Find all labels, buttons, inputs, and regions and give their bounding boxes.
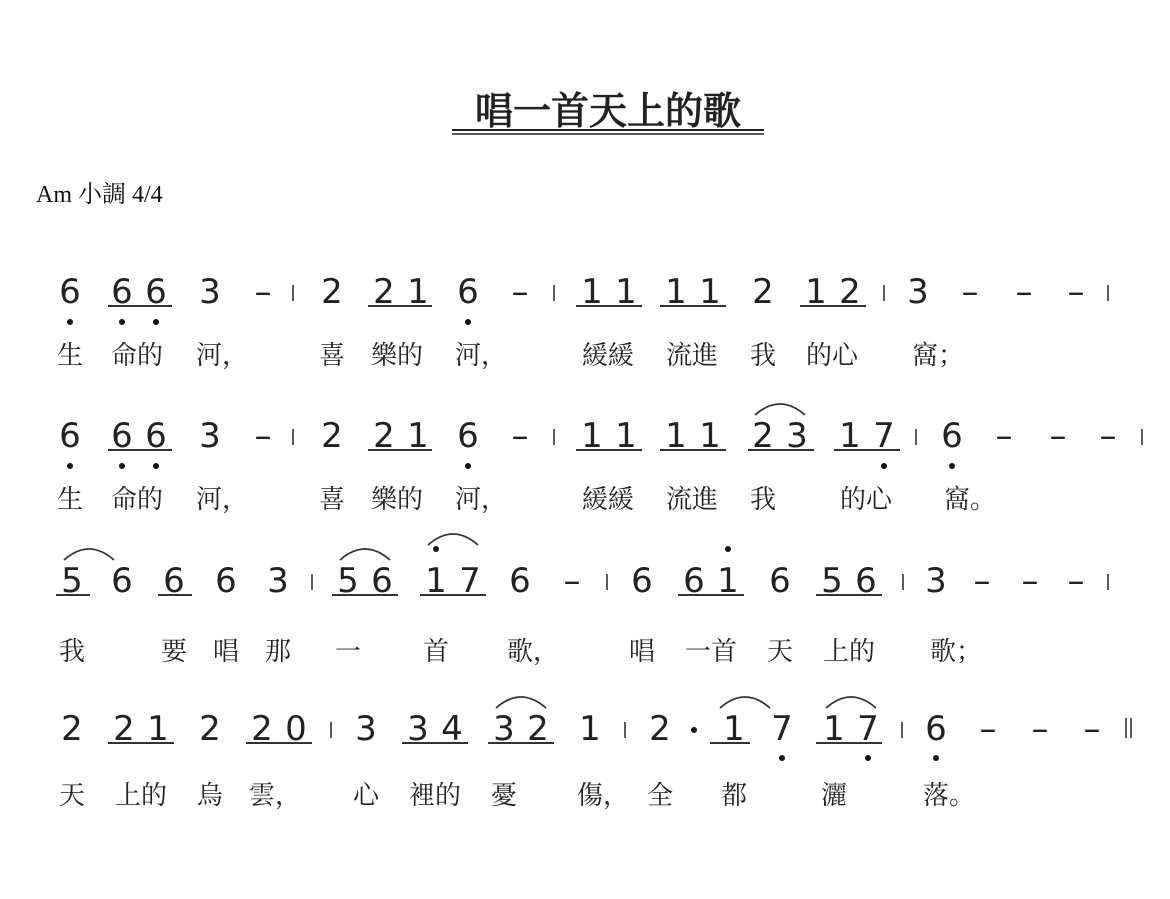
note-digit: 7 [857, 709, 879, 749]
tie-slur [755, 404, 805, 415]
low-octave-dot [779, 755, 785, 761]
note-digit: 1 [823, 709, 845, 749]
lyric-syllable: 裡的 [408, 781, 462, 811]
note-digit: 7 [873, 416, 895, 456]
sustain-dash: – [254, 272, 272, 312]
lyric-syllable: 要 [160, 637, 188, 667]
note-digit: 1 [407, 272, 429, 312]
lyric-syllable: 的心 [805, 341, 859, 371]
note-digit: 6 [111, 272, 133, 312]
note-digit: 3 [199, 272, 221, 312]
lyric-syllable: 雲， [248, 781, 302, 811]
note-digit: 3 [355, 709, 377, 749]
sustain-dash: – [1083, 709, 1101, 749]
low-octave-dot [67, 463, 73, 469]
note-digit: 6 [59, 272, 81, 312]
low-octave-dot [465, 463, 471, 469]
lyric-syllable: 命的 [110, 485, 164, 515]
note-digit: 6 [371, 561, 393, 601]
lyric-syllable: 我 [749, 341, 777, 371]
note-digit: 3 [907, 272, 929, 312]
low-octave-dot [153, 463, 159, 469]
lyric-syllable: 樂的 [370, 341, 424, 371]
note-digit: 6 [111, 561, 133, 601]
note-digit: 3 [925, 561, 947, 601]
lyric-syllable: 首 [422, 637, 450, 667]
note-digit: 2 [649, 709, 671, 749]
sustain-dash: – [254, 416, 272, 456]
lyric-syllable: 傷， [576, 781, 630, 811]
key-signature: Am 小調 4/4 [36, 182, 163, 208]
note-digit: 1 [581, 416, 603, 456]
tie-slur [64, 549, 114, 560]
note-digit: 6 [457, 416, 479, 456]
lyric-syllable: 命的 [110, 341, 164, 371]
note-digit: 2 [373, 416, 395, 456]
note-digit: 6 [145, 416, 167, 456]
note-digit: 6 [509, 561, 531, 601]
note-digit: 2 [839, 272, 861, 312]
sustain-dash: – [1015, 272, 1033, 312]
note-digit: 1 [839, 416, 861, 456]
lyric-syllable: 緩緩 [581, 485, 635, 515]
lyric-syllable: 烏 [196, 781, 224, 811]
tie-slur [428, 534, 478, 545]
lyric-syllable: 一首 [684, 637, 738, 667]
low-octave-dot [465, 319, 471, 325]
note-digit: 6 [215, 561, 237, 601]
lyric-syllable: 樂的 [370, 485, 424, 515]
note-digit: 1 [579, 709, 601, 749]
note-digit: 0 [285, 709, 307, 749]
note-digit: 7 [459, 561, 481, 601]
lyric-syllable: 窩； [911, 341, 965, 371]
lyric-syllable: 唱 [212, 637, 240, 667]
sustain-dash: – [1021, 561, 1039, 601]
sustain-dash: – [973, 561, 991, 601]
lyric-syllable: 上的 [114, 781, 168, 811]
lyric-syllable: 歌； [929, 637, 983, 667]
sustain-dash: – [995, 416, 1013, 456]
note-digit: 3 [493, 709, 515, 749]
sustain-dash: – [511, 416, 529, 456]
note-digit: 2 [373, 272, 395, 312]
note-digit: 1 [581, 272, 603, 312]
lyric-syllable: 我 [58, 637, 86, 667]
note-digit: 1 [805, 272, 827, 312]
note-digit: 2 [527, 709, 549, 749]
sustain-dash: – [511, 272, 529, 312]
sustain-dash: – [563, 561, 581, 601]
note-digit: 1 [147, 709, 169, 749]
lyric-syllable: 緩緩 [581, 341, 635, 371]
note-digit: 6 [683, 561, 705, 601]
note-digit: 1 [615, 416, 637, 456]
note-digit: 6 [631, 561, 653, 601]
note-digit: 6 [769, 561, 791, 601]
sustain-dash: – [1099, 416, 1117, 456]
note-digit: 2 [199, 709, 221, 749]
note-digit: 1 [717, 561, 739, 601]
note-digit: 2 [61, 709, 83, 749]
note-digit: 6 [941, 416, 963, 456]
note-digit: 2 [321, 416, 343, 456]
lyric-syllable: 歌， [506, 637, 560, 667]
lyric-syllable: 天 [58, 781, 86, 811]
note-digit: 1 [699, 272, 721, 312]
note-digit: 5 [61, 561, 83, 601]
tie-slur [496, 697, 546, 708]
note-digit: 2 [321, 272, 343, 312]
score-row [57, 272, 1108, 371]
lyric-syllable: 上的 [822, 637, 876, 667]
lyric-syllable: 我 [749, 485, 777, 515]
lyric-syllable: 天 [766, 637, 794, 667]
lyric-syllable: 都 [720, 781, 748, 811]
note-digit: 1 [425, 561, 447, 601]
score-row [59, 697, 1131, 811]
note-digit: 1 [407, 416, 429, 456]
lyric-syllable: 灑 [820, 781, 848, 811]
low-octave-dot [119, 463, 125, 469]
score-row [56, 534, 1108, 667]
note-digit: 6 [457, 272, 479, 312]
lyric-syllable: 憂 [490, 781, 518, 811]
note-digit: 6 [111, 416, 133, 456]
low-octave-dot [153, 319, 159, 325]
note-digit: 6 [59, 416, 81, 456]
lyric-syllable: 流進 [665, 485, 719, 515]
sustain-dash: – [1031, 709, 1049, 749]
sustain-dash: – [1067, 272, 1085, 312]
lyric-syllable: 河， [454, 341, 508, 371]
lyric-syllable: 河， [195, 485, 249, 515]
tie-slur [720, 697, 770, 708]
tie-slur [826, 697, 876, 708]
lyric-syllable: 全 [646, 781, 674, 811]
lyric-syllable: 生 [56, 485, 84, 515]
lyric-syllable: 窩。 [943, 485, 997, 515]
note-digit: 3 [267, 561, 289, 601]
lyric-syllable: 唱 [628, 637, 656, 667]
note-digit: 1 [665, 416, 687, 456]
score-row [57, 404, 1142, 515]
score-rows [56, 272, 1142, 811]
lyric-syllable: 河， [195, 341, 249, 371]
note-digit: 7 [771, 709, 793, 749]
lyric-syllable: 喜 [318, 485, 346, 515]
sustain-dash: – [979, 709, 997, 749]
note-digit: 2 [752, 416, 774, 456]
lyric-syllable: 的心 [839, 485, 893, 515]
note-digit: 2 [752, 272, 774, 312]
note-digit: 6 [855, 561, 877, 601]
sustain-dash: – [1049, 416, 1067, 456]
note-digit: 6 [925, 709, 947, 749]
lyric-syllable: 河， [454, 485, 508, 515]
note-digit: 6 [163, 561, 185, 601]
low-octave-dot [119, 319, 125, 325]
lyric-syllable: 生 [56, 341, 84, 371]
note-digit: 6 [145, 272, 167, 312]
note-digit: 3 [407, 709, 429, 749]
note-digit: 3 [786, 416, 808, 456]
note-digit: 1 [615, 272, 637, 312]
note-digit: 4 [441, 709, 463, 749]
lyric-syllable: 那 [264, 637, 292, 667]
lyric-syllable: 落。 [922, 781, 976, 811]
note-digit: 2 [251, 709, 273, 749]
lyric-syllable: 心 [352, 781, 380, 811]
tie-slur [340, 549, 390, 560]
note-digit: 1 [699, 416, 721, 456]
low-octave-dot [67, 319, 73, 325]
low-octave-dot [933, 755, 939, 761]
augmentation-dot [691, 727, 697, 733]
page-title: 唱一首天上的歌 [474, 89, 742, 133]
note-digit: 1 [723, 709, 745, 749]
low-octave-dot [865, 755, 871, 761]
sustain-dash: – [961, 272, 979, 312]
note-digit: 5 [821, 561, 843, 601]
note-digit: 3 [199, 416, 221, 456]
lyric-syllable: 喜 [318, 341, 346, 371]
low-octave-dot [949, 463, 955, 469]
lyric-syllable: 一 [334, 637, 362, 667]
high-octave-dot [433, 546, 439, 552]
note-digit: 1 [665, 272, 687, 312]
sustain-dash: – [1067, 561, 1085, 601]
high-octave-dot [725, 546, 731, 552]
note-digit: 2 [113, 709, 135, 749]
low-octave-dot [881, 463, 887, 469]
lyric-syllable: 流進 [665, 341, 719, 371]
note-digit: 5 [337, 561, 359, 601]
